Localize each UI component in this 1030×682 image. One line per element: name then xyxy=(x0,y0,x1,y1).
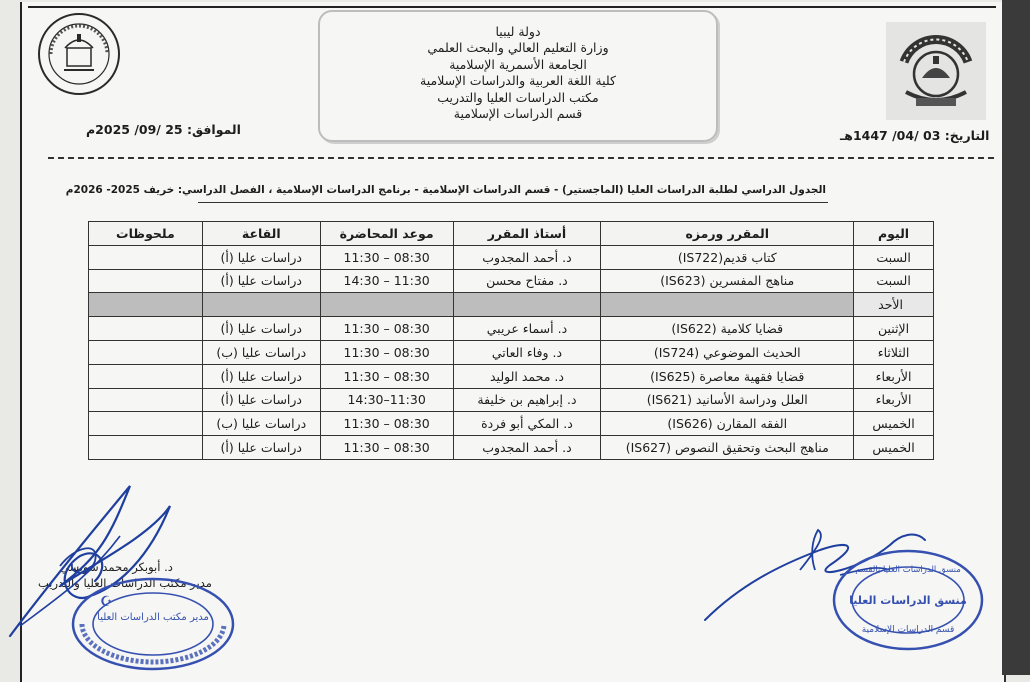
cell-course: قضايا فقهية معاصرة (IS625) xyxy=(601,364,854,388)
cell-time: 08:30 – 11:30 xyxy=(320,317,453,341)
header-time: موعد المحاضرة xyxy=(320,222,453,246)
cell-day: السبت xyxy=(854,245,934,269)
cell-course: مناهج المفسرين (IS623) xyxy=(601,269,854,293)
signatory-name: د. أبوبكر محمد سويسي xyxy=(60,560,173,574)
cell-course: الحديث الموضوعي (IS724) xyxy=(601,340,854,364)
cell-day: الخميس xyxy=(854,412,934,436)
cell-notes xyxy=(89,388,203,412)
table-row-holiday xyxy=(89,293,934,317)
table-row xyxy=(89,412,934,436)
cell-room: دراسات عليا (أ) xyxy=(202,436,320,460)
cell-professor: د. أحمد المجدوب xyxy=(453,245,601,269)
top-border-line xyxy=(28,6,996,8)
cell-time: 11:30–14:30 xyxy=(320,388,453,412)
cell-professor: د. المكي أبو فردة xyxy=(453,412,601,436)
left-stamp-text: مدير مكتب الدراسات العليا xyxy=(97,612,209,623)
header-line-university: الجامعة الأسمرية الإسلامية xyxy=(449,56,587,72)
svg-text:☪: ☪ xyxy=(100,594,113,610)
cell-professor: د. وفاء العاتي xyxy=(453,340,601,364)
cell-time xyxy=(320,293,453,317)
schedule-title: الجدول الدراسي لطلبة الدراسات العليا (الماجستير) - قسم الدراسات الإسلامية - برنامج الدراسات الإسلامية ، الفصل الدراسي: خريف 2025- 2026م xyxy=(65,184,826,196)
header-professor: أستاذ المقرر xyxy=(453,222,601,246)
header-course: المقرر ورمزه xyxy=(601,222,854,246)
cell-room: دراسات عليا (أ) xyxy=(202,388,320,412)
coordinator-stamp-right xyxy=(830,548,985,652)
cell-professor: د. إبراهيم بن خليفة xyxy=(453,388,601,412)
cell-professor: د. محمد الوليد xyxy=(453,364,601,388)
cell-professor xyxy=(453,293,601,317)
cell-course: قضايا كلامية (IS622) xyxy=(601,317,854,341)
page-edge-shadow xyxy=(1002,0,1030,675)
cell-time: 08:30 – 11:30 xyxy=(320,340,453,364)
cell-room: دراسات عليا (أ) xyxy=(202,317,320,341)
table-row xyxy=(89,317,934,341)
cell-time: 08:30 – 11:30 xyxy=(320,412,453,436)
cell-day: الأربعاء xyxy=(854,388,934,412)
cell-professor: د. أحمد المجدوب xyxy=(453,436,601,460)
cell-time: 08:30 – 11:30 xyxy=(320,245,453,269)
header-line-department: قسم الدراسات الإسلامية xyxy=(453,106,583,122)
right-stamp-main-text: منسق الدراسات العليا xyxy=(849,594,967,607)
header-line-country: دولة ليبيا xyxy=(495,24,541,39)
header-room: القاعة xyxy=(202,222,320,246)
cell-time: 11:30 – 14:30 xyxy=(320,269,453,293)
cell-notes xyxy=(89,269,203,293)
cell-room xyxy=(202,293,320,317)
cell-notes xyxy=(89,364,203,388)
institution-header xyxy=(318,10,718,142)
cell-notes xyxy=(89,436,203,460)
cell-time: 08:30 – 11:30 xyxy=(320,436,453,460)
header-line-office: مكتب الدراسات العليا والتدريب xyxy=(437,89,599,105)
cell-notes xyxy=(89,412,203,436)
cell-day: السبت xyxy=(854,269,934,293)
cell-day: الإثنين xyxy=(854,317,934,341)
hijri-date: التاريخ: 03 /04/ 1447هـ xyxy=(840,128,990,143)
cell-notes xyxy=(89,293,203,317)
cell-day: الثلاثاء xyxy=(854,340,934,364)
gregorian-date: الموافق: 25 /09/ 2025م xyxy=(86,122,241,137)
header-day: اليوم xyxy=(854,222,934,246)
header-line-ministry: وزارة التعليم العالي والبحث العلمي xyxy=(427,40,609,56)
table-header-row xyxy=(89,222,934,246)
cell-notes xyxy=(89,317,203,341)
office-stamp-left xyxy=(70,576,236,672)
header-notes: ملحوظات xyxy=(89,222,203,246)
cell-notes xyxy=(89,245,203,269)
signatory-title: مدير مكتب الدراسات العليا والتدريب xyxy=(38,576,212,590)
cell-course xyxy=(601,293,854,317)
cell-professor: د. أسماء عريبي xyxy=(453,317,601,341)
table-row xyxy=(89,436,934,460)
table-row xyxy=(89,388,934,412)
table-row xyxy=(89,245,934,269)
cell-room: دراسات عليا (أ) xyxy=(202,245,320,269)
cell-notes xyxy=(89,340,203,364)
cell-day: الأحد xyxy=(854,293,934,317)
right-stamp-top-text: منسق الدراسات العليا بالقسم xyxy=(855,565,961,575)
cell-course: الفقه المقارن (IS626) xyxy=(601,412,854,436)
university-seal-left xyxy=(34,12,124,96)
table-row xyxy=(89,340,934,364)
cell-room: دراسات عليا (ب) xyxy=(202,412,320,436)
cell-room: دراسات عليا (أ) xyxy=(202,269,320,293)
cell-day: الأربعاء xyxy=(854,364,934,388)
table-row xyxy=(89,269,934,293)
table-row xyxy=(89,364,934,388)
cell-course: مناهج البحث وتحقيق النصوص (IS627) xyxy=(601,436,854,460)
cell-time: 08:30 – 11:30 xyxy=(320,364,453,388)
cell-room: دراسات عليا (ب) xyxy=(202,340,320,364)
cell-room: دراسات عليا (أ) xyxy=(202,364,320,388)
cell-course: كتاب قديم(IS722) xyxy=(601,245,854,269)
title-underline xyxy=(198,202,828,203)
cell-professor: د. مفتاح محسن xyxy=(453,269,601,293)
cell-day: الخميس xyxy=(854,436,934,460)
cell-course: العلل ودراسة الأسانيد (IS621) xyxy=(601,388,854,412)
right-stamp-bottom-text: قسم الدراسات الإسلامية xyxy=(861,625,955,635)
university-seal-right xyxy=(886,22,986,120)
header-line-faculty: كلية اللغة العربية والدراسات الإسلامية xyxy=(420,73,616,89)
schedule-table xyxy=(88,221,934,460)
dashed-separator xyxy=(48,157,994,159)
